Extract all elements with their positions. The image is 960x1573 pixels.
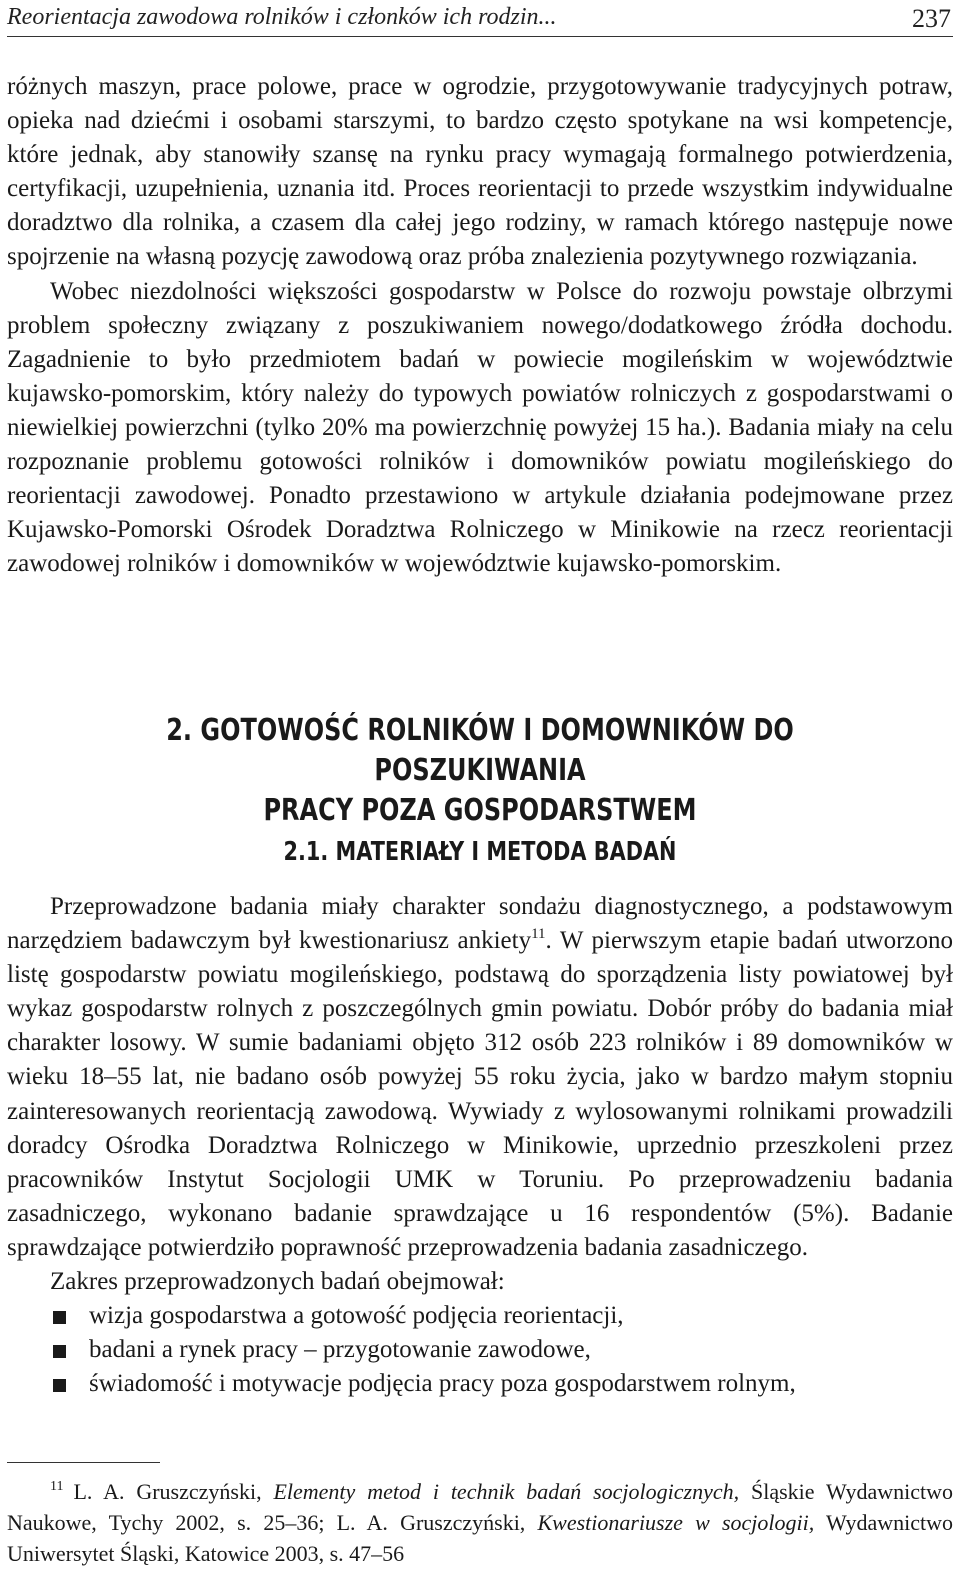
footnote — [7, 1476, 953, 1569]
running-title: Reorientacja zawodowa rolników i członków ich rodzin... — [7, 4, 557, 30]
footnote-author-2: L. A. Gruszczyński, — [336, 1510, 526, 1535]
section-heading — [102, 711, 859, 831]
section-body — [7, 890, 953, 1401]
section-paragraph-1-text-a: Przeprowadzone badania miały charakter sondażu diagnostycznego, a podstawowym narzędziem badawczym był kwestionariusz ankiety — [7, 893, 953, 955]
list-item-text: świadomość i motywacje podjęcia pracy poza gospodarstwem rolnym, — [89, 1370, 796, 1398]
list-item-text: wizja gospodarstwa a gotowość podjęcia reorientacji, — [89, 1302, 624, 1330]
footnote-title-2: Kwestionariusze w socjologii, — [537, 1510, 815, 1535]
intro-paragraph-1-part-2: Proces reorientacji to przede wszystkim indywidualne doradztwo dla rolnika, a czasem dla całej jego rodziny, w ramach którego następuje nowe spojrzenie na własną pozycję zawodową oraz próba znalezienia pozytywnego rozwiązania. — [7, 175, 954, 271]
square-bullet-icon — [53, 1311, 66, 1324]
footnote-text — [7, 1476, 953, 1569]
scope-list — [7, 1299, 953, 1401]
running-header — [7, 2, 953, 37]
square-bullet-icon — [53, 1345, 66, 1358]
section-paragraph-2: Zakres przeprowadzonych badań obejmował: — [50, 1268, 505, 1296]
list-item — [7, 1333, 953, 1367]
footnote-number: 11 — [50, 1479, 64, 1494]
document-page — [7, 0, 953, 1573]
list-item — [7, 1367, 953, 1401]
section-paragraph-1 — [7, 890, 953, 1265]
footnote-reference[interactable]: 11 — [531, 926, 546, 943]
intro-paragraph-1 — [7, 70, 953, 275]
footnote-publisher-2: Wydawnictwo Uniwersytet Śląski, Katowice 2003, s. 47–56 — [7, 1510, 954, 1566]
square-bullet-icon — [53, 1379, 66, 1392]
section-heading-line-2: PRACY POZA GOSPODARSTWEM — [263, 793, 697, 828]
subsection-heading: 2.1. MATERIAŁY I METODA BADAŃ — [283, 837, 677, 867]
footnote-title-1: Elementy metod i technik badań socjologicznych, — [273, 1479, 740, 1504]
intro-text — [7, 70, 953, 581]
section-paragraph-1-text-b: . W pierwszym etapie badań utworzono listę gospodarstw powiatu mogileńskiego, podstawą do sporządzenia listy powiatowej był wykaz gospodarstw rolnych z poszczególnych gmin powiatu. Dobór próby do badania miał charakter losowy. W sumie badaniami objęto 312 osób 223 rolników i 89 domowników w wieku 18–55 lat, nie badano osób powyżej 55 roku życia, jako w bardzo małym stopniu zainteresowanych reorientacją zawodową. Wywiady z wylosowanymi rolnikami prowadzili doradcy Ośrodka Doradztwa Rolniczego w Minikowie, uprzednio przeszkoleni przez pracowników Instytut Socjologii UMK w Toruniu. Po przeprowadzeniu badania zasadniczego, wykonano badanie sprawdzające u 16 respondentów (5%). Badanie sprawdzające potwierdziło poprawność przeprowadzenia badania zasadniczego. — [7, 927, 953, 1261]
footnote-author-1: L. A. Gruszczyński, — [73, 1479, 262, 1504]
intro-paragraph-1-part-1: różnych maszyn, prace polowe, prace w ogrodzie, przygotowywanie tradycyjnych potraw, opieka nad dziećmi i osobami starszymi, to bardzo często spotykane na wsi kompetencje, które jednak, aby stanowiły szansę na rynku pracy wymagają formalnego potwierdzenia, certyfikacji, uzupełnienia, uznania itd. — [7, 73, 953, 203]
list-item — [7, 1299, 953, 1333]
footnote-publisher-1: Śląskie Wydawnictwo Naukowe, Tychy 2002, s. 25–36; — [7, 1479, 953, 1535]
section-heading-line-1: 2. GOTOWOŚĆ ROLNIKÓW I DOMOWNIKÓW DO POSZUKIWANIA — [166, 713, 794, 788]
list-item-text: badani a rynek pracy – przygotowanie zawodowe, — [89, 1336, 591, 1364]
page-number: 237 — [912, 4, 951, 33]
intro-paragraph-2: Wobec niezdolności większości gospodarstw w Polsce do rozwoju powstaje olbrzymi problem społeczny związany z poszukiwaniem nowego/dodatkowego źródła dochodu. Zagadnienie to było przedmiotem badań w powiecie mogileńskim w województwie kujawsko-pomorskim, który należy do typowych powiatów rolniczych z gospodarstwami o niewielkiej powierzchni (tylko 20% ma powierzchnię powyżej 15 ha.). Badania miały na celu rozpoznanie problemu gotowości rolników i domowników powiatu mogileńskiego do reorientacji zawodowej. Ponadto przestawiono w artykule działania podejmowane przez Kujawsko-Pomorski Ośrodek Doradztwa Rolniczego w Minikowie na rzecz reorientacji zawodowej rolników i domowników w województwie kujawsko-pomorskim. — [7, 277, 953, 578]
footnote-separator — [7, 1462, 160, 1463]
